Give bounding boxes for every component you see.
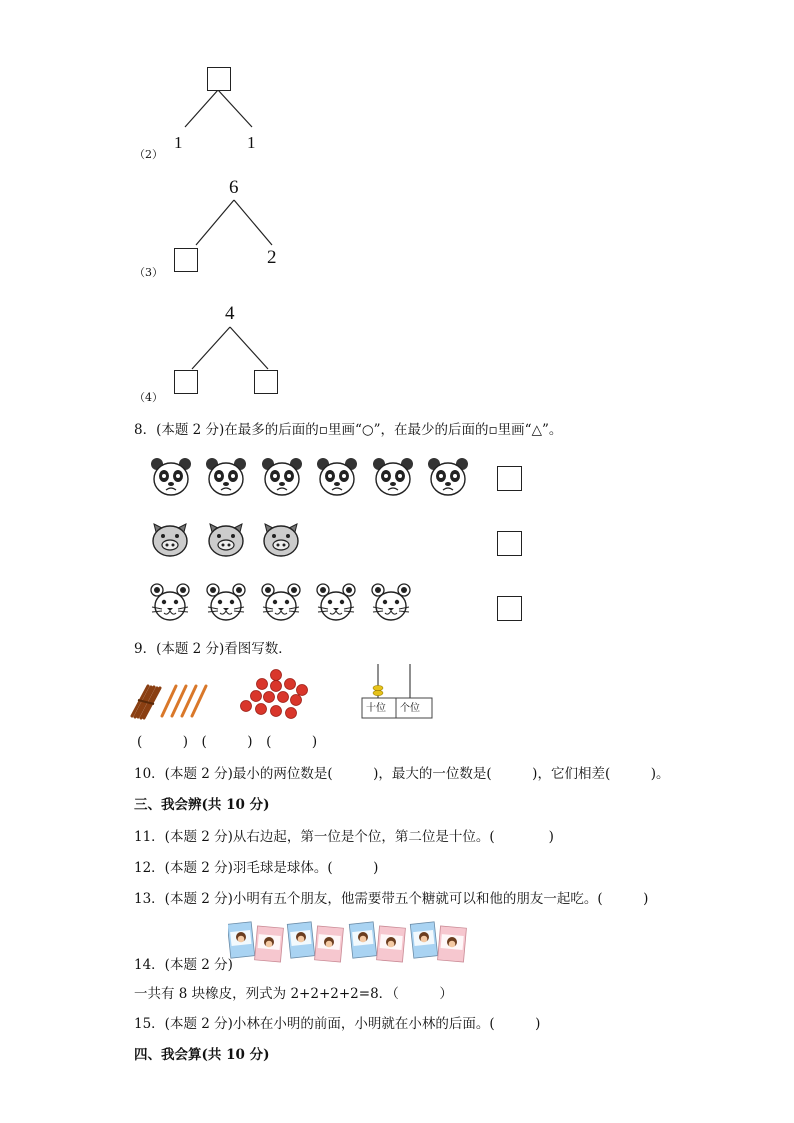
section3-heading: 三、我会辨(共 10 分) [134,797,270,813]
cat-row [151,584,410,620]
erasers-icon [228,917,472,965]
panda-answer-box[interactable] [497,466,522,491]
bond3-label: （3） [134,266,163,279]
eraser-pair-icon [228,922,283,962]
q14-text: 14．(本题 2 分) [134,957,233,973]
abacus-ones-label: 个位 [400,703,420,714]
panda-icon [428,458,468,495]
pig-answer-box[interactable] [497,531,522,556]
cat-icon [317,584,355,620]
eraser-pair-icon [349,922,405,962]
q11-text: 11．(本题 2 分)从右边起，第一位是个位，第二位是十位。( ) [134,829,554,845]
q15-text: 15．(本题 2 分)小林在小明的前面，小明就在小林的后面。( ) [134,1016,541,1032]
pig-row [153,524,298,556]
q9-answer-blanks[interactable]: ( ) ( ) ( ) [137,734,318,750]
panda-icon [373,458,413,495]
apples-icon [236,667,316,723]
cat-answer-box[interactable] [497,596,522,621]
eraser-pair-icon [287,922,343,962]
sticks-bundle-icon [128,680,218,722]
bond2-label: （2） [134,148,163,161]
q12-text: 12．(本题 2 分)羽毛球是球体。( ) [134,860,379,876]
panda-row [151,458,468,495]
panda-icon [317,458,357,495]
pig-icon [264,524,298,556]
bond4-left-box[interactable] [174,370,198,394]
cat-icon [262,584,300,620]
q13-text: 13．(本题 2 分)小明有五个朋友，他需要带五个糖就可以和他的朋友一起吃。( ) [134,891,649,907]
bond2-right-number: 1 [247,133,256,152]
panda-icon [262,458,302,495]
bond2-left-number: 1 [174,133,183,152]
panda-icon [151,458,191,495]
bond2-top-box[interactable] [207,67,231,91]
pig-icon [209,524,243,556]
cat-icon [207,584,245,620]
bond3-right-number: 2 [267,247,277,268]
q8-text: 8．(本题 2 分)在最多的后面的▫里画“○”，在最少的后面的▫里画“△”。 [134,422,563,438]
eraser-pair-icon [410,922,466,962]
section4-heading: 四、我会算(共 10 分) [134,1047,270,1063]
number-bond-lines [0,0,794,420]
q10-text: 10．(本题 2 分)最小的两位数是( )，最大的一位数是( )，它们相差( )。 [134,766,670,782]
abacus-tens-label: 十位 [366,703,386,714]
animal-rows [150,452,470,627]
cat-icon [372,584,410,620]
panda-icon [206,458,246,495]
bond4-label: （4） [134,391,163,404]
q14-statement: 一共有 8 块橡皮，列式为 2+2+2+2=8．（ ） [134,986,453,1002]
bond4-right-box[interactable] [254,370,278,394]
cat-icon [151,584,189,620]
bond3-top-number: 6 [229,177,239,198]
bond4-top-number: 4 [225,303,235,324]
pig-icon [153,524,187,556]
q9-text: 9．(本题 2 分)看图写数． [134,641,292,657]
bond3-left-box[interactable] [174,248,198,272]
